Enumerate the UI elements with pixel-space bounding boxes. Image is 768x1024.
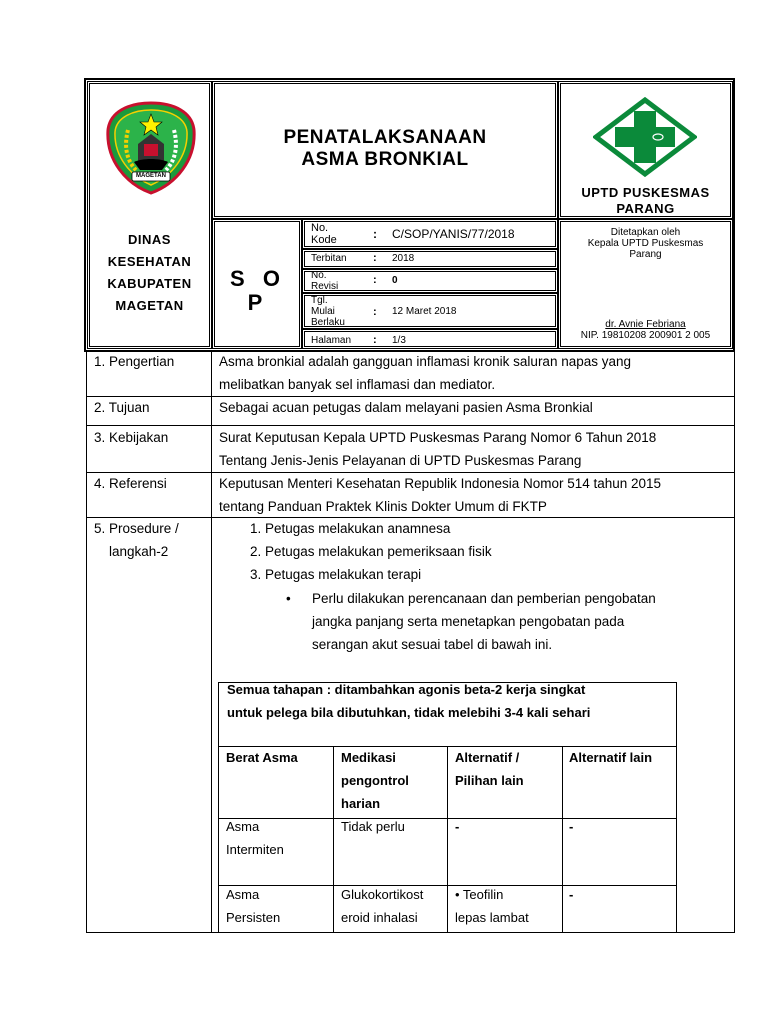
prosedur-steps [219, 517, 731, 586]
colon: : [373, 274, 377, 286]
dinas-line: KESEHATAN [107, 254, 192, 269]
header-line: Pilihan lain [455, 773, 524, 788]
header-berat-asma [226, 746, 298, 769]
header-line: harian [341, 796, 381, 811]
cell-line: - [569, 887, 574, 902]
dinas-line: DINAS [128, 232, 171, 247]
tujuan-text: Sebagai acuan petugas dalam melayani pasien Asma Bronkial [219, 400, 593, 415]
header-line: Alternatif lain [569, 750, 653, 765]
kebijakan-text [219, 426, 731, 472]
puskesmas-line: UPTD PUSKESMAS [581, 185, 710, 200]
colon: : [373, 334, 377, 346]
puskesmas-logo [593, 97, 697, 177]
ditetapkan-text [560, 227, 731, 260]
cell-line: Asma [226, 887, 260, 902]
header-line: Alternatif / [455, 750, 520, 765]
cell-line: lepas lambat [455, 910, 529, 925]
colon: : [373, 227, 377, 241]
referensi-line: Keputusan Menteri Kesehatan Republik Indonesia Nomor 514 tahun 2015 [219, 476, 662, 491]
field-row-revisi [302, 269, 558, 293]
magetan-logo [104, 100, 198, 196]
body-border-left [86, 351, 87, 932]
cell-medikasi [341, 815, 405, 838]
colon: : [373, 306, 377, 318]
puskesmas-name [560, 185, 731, 217]
kebijakan-label: 3. Kebijakan [94, 430, 169, 445]
header-medikasi [341, 746, 409, 815]
cell-alternatif-lain [569, 883, 573, 906]
puskesmas-line: PARANG [616, 201, 675, 216]
referensi-line: tentang Panduan Praktek Klinis Dokter Umum di FKTP [219, 499, 547, 514]
pengertian-text [219, 350, 731, 396]
tgl-label-line: Berlaku [311, 317, 345, 328]
cell-alternatif [455, 815, 459, 838]
cell-line: - [569, 819, 574, 834]
prosedur-bullet [286, 587, 730, 656]
ditetapkan-line: Parang [629, 249, 662, 260]
no-kode-label-line: Kode [311, 234, 337, 246]
bullet-line: jangka panjang serta menetapkan pengobatan pada [312, 614, 625, 629]
dinas-text [89, 229, 210, 317]
logo-label: MAGETAN [136, 173, 166, 179]
title-line: PENATALAKSANAAN [283, 127, 487, 148]
cell-berat [226, 815, 284, 861]
therapy-note-line: untuk pelega bila dibutuhkan, tidak melebihi 3-4 kali sehari [227, 705, 591, 720]
dinas-line: MAGETAN [115, 298, 184, 313]
terbitan-value: 2018 [392, 253, 415, 264]
header-line: Berat Asma [226, 750, 298, 765]
kebijakan-line: Surat Keputusan Kepala UPTD Puskesmas Parang Nomor 6 Tahun 2018 [219, 430, 657, 445]
cell-line: eroid inhalasi [341, 910, 418, 925]
cell-line: Tidak perlu [341, 819, 405, 834]
cell-line: Intermiten [226, 842, 284, 857]
step-item: 3. Petugas melakukan terapi [265, 563, 731, 586]
title-line: ASMA BRONKIAL [301, 149, 469, 170]
signer-nip: NIP. 19810208 200901 2 005 [580, 330, 711, 341]
therapy-col-divider [333, 746, 334, 932]
no-revisi-label-line: Revisi [311, 281, 339, 292]
terbitan-label: Terbitan [311, 253, 347, 264]
cell-line: Persisten [226, 910, 281, 925]
halaman-label: Halaman [311, 335, 352, 346]
no-revisi-label [311, 270, 338, 292]
header-line: Medikasi [341, 750, 396, 765]
step-item: 2. Petugas melakukan pemeriksaan fisik [265, 540, 731, 563]
tgl-label-line: Tgl. [311, 295, 328, 306]
body-col-divider [211, 351, 212, 932]
pengertian-line: melibatkan banyak sel inflamasi dan mediator. [219, 377, 496, 392]
therapy-col-divider [562, 746, 563, 932]
prosedur-label [94, 517, 179, 563]
no-kode-label-line: No. [311, 222, 329, 234]
cell-line: Asma [226, 819, 260, 834]
prosedur-label-line: langkah-2 [109, 544, 169, 559]
no-revisi-label-line: No. [311, 270, 327, 281]
no-kode-label [311, 222, 337, 246]
tgl-label-line: Mulai [311, 306, 335, 317]
therapy-note-line: Semua tahapan : ditambahkan agonis beta-2 kerja singkat [227, 682, 586, 697]
colon: : [373, 252, 377, 264]
ditetapkan-line: Ditetapkan oleh [610, 227, 681, 238]
therapy-note [227, 678, 673, 724]
tujuan-label: 2. Tujuan [94, 400, 150, 415]
no-revisi-value: 0 [392, 275, 398, 286]
halaman-value: 1/3 [392, 335, 406, 346]
therapy-col-divider [447, 746, 448, 932]
header-alternatif [455, 746, 524, 792]
body-border-right [734, 351, 735, 932]
ditetapkan-line: Kepala UPTD Puskesmas [587, 238, 704, 249]
tgl-label [311, 295, 345, 328]
prosedur-label-line: 5. Prosedure / [94, 521, 179, 536]
kebijakan-line: Tentang Jenis-Jenis Pelayanan di UPTD Puskesmas Parang [219, 453, 582, 468]
signer-name: dr. Avnie Febriana [605, 319, 686, 330]
page-title [214, 127, 556, 171]
pengertian-line: Asma bronkial adalah gangguan inflamasi kronik saluran napas yang [219, 354, 632, 369]
pengertian-label: 1. Pengertian [94, 354, 175, 369]
body-border-bottom [86, 932, 735, 933]
referensi-label: 4. Referensi [94, 476, 167, 491]
no-kode-value: C/SOP/YANIS/77/2018 [392, 227, 515, 241]
cell-medikasi [341, 883, 423, 929]
header-alternatif-lain [569, 746, 652, 769]
cell-alternatif [455, 883, 529, 929]
cell-line: • Teofilin [455, 887, 504, 902]
header-line: pengontrol [341, 773, 409, 788]
bullet-line: serangan akut sesuai tabel di bawah ini. [312, 637, 553, 652]
cell-berat [226, 883, 280, 929]
referensi-text [219, 472, 733, 518]
cell-line: - [455, 819, 460, 834]
cell-alternatif-lain [569, 815, 573, 838]
bullet-icon: • [286, 591, 291, 606]
sop-label: S O P [230, 266, 286, 315]
cell-line: Glukokortikost [341, 887, 424, 902]
step-item: 1. Petugas melakukan anamnesa [265, 517, 731, 540]
bullet-line: Perlu dilakukan perencanaan dan pemberian pengobatan [312, 591, 656, 606]
tgl-value: 12 Maret 2018 [392, 306, 457, 317]
dinas-line: KABUPATEN [107, 276, 192, 291]
